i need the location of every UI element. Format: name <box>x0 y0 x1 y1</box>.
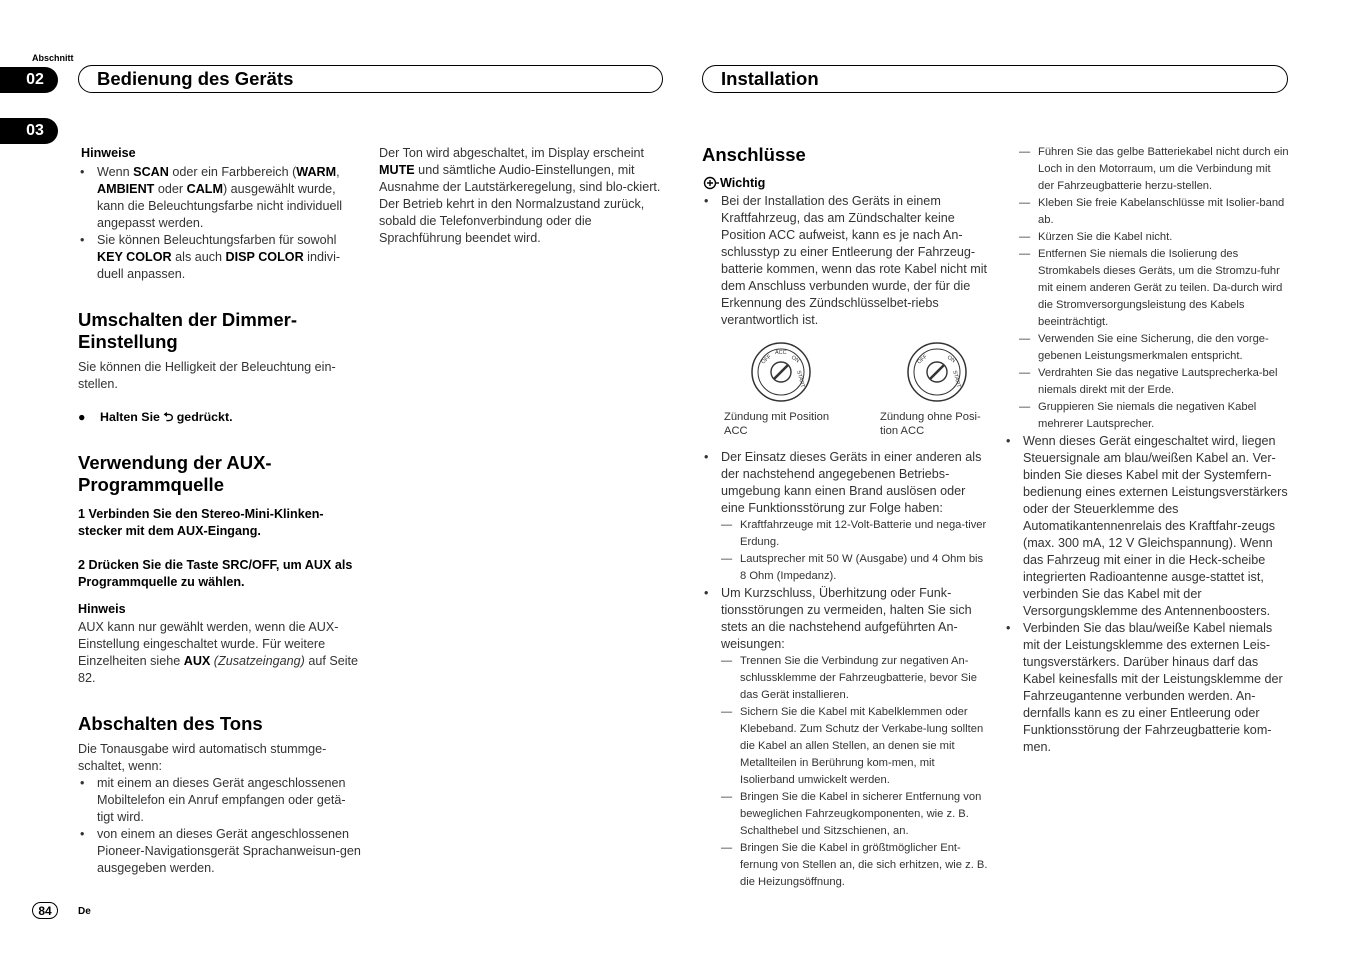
list-item: • Um Kurzschluss, Überhitzung oder Funk-tionsstörungen zu vermeiden, halten Sie sich stets an die nachstehend aufgeführten An-weisungen: — Trennen Sie die Verbindung zur negativen An-schlussklemme der Fahrzeugbatterie, bevor Sie das Gerät installieren. — Sichern Sie die Kabel mit Kabelklemmen oder Klebeband. Zum Schutz der Verkabe-lung sollten die Kabel an allen Stellen, an denen sie mit Metallteilen in Berührung kom-men, mit Isolierband umwickelt werden. — Bringen Sie die Kabel in sicherer Entfernung von beweglichen Fahrzeugkomponenten, wie z. B. Schalthebel und Sitzschienen, an. — Bringen Sie die Kabel in größtmöglicher Ent-fernung von Stellen an, die sich erhitzen, wie z. B. die Heizungsöffnung. <box>702 585 988 891</box>
back-icon: ⮌ <box>163 410 174 424</box>
list-item: — Lautsprecher mit 50 W (Ausgabe) und 4 Ohm bis 8 Ohm (Impedanz). <box>721 551 988 585</box>
section-tab-03[interactable]: 03 <box>0 118 58 144</box>
hinweis-text: AUX kann nur gewählt werden, wenn die AUX-Einstellung eingeschaltet wurde. Für weitere Einzelheiten siehe AUX (Zusatzeingang) auf Seite 82. <box>78 620 359 685</box>
list-item: — Kleben Sie freie Kabelanschlüsse mit Isolier-band ab. <box>1019 195 1289 229</box>
column-4-list <box>1004 433 1289 756</box>
mute-text: Die Tonausgabe wird automatisch stummge-schaltet, wenn: <box>78 742 327 773</box>
list-item: • Sie können Beleuchtungsfarben für sowohl KEY COLOR als auch DISP COLOR indivi-duell anpassen. <box>78 232 362 283</box>
key2-caption: Zündung ohne Posi-tion ACC <box>880 411 981 437</box>
bullet-icon: ● <box>78 410 86 424</box>
ignition-no-acc <box>880 341 988 438</box>
dimmer-text: Sie können die Helligkeit der Beleuchtung ein-stellen. <box>78 360 336 391</box>
list-item: • von einem an dieses Gerät angeschlossenen Pioneer-Navigationsgerät Sprachanweisun-gen ausgegeben werden. <box>78 826 362 877</box>
list-item: — Kraftfahrzeuge mit 12-Volt-Batterie und nega-tiver Erdung. <box>721 517 988 551</box>
on-label: ON <box>945 354 957 365</box>
list-item: • Wenn dieses Gerät eingeschaltet wird, liegen Steuersignale am blau/weißen Kabel an. Ver-binden Sie dieses Kabel mit der Systemfern-bedienung eines externen Leistungsverstärkers oder der Steuerklemme des Automatikantennenrelais des Kraftfahr-zeugs (max. 300 mA, 12 V Gleichspannung). Wenn das Fahrzeug mit einer in die Heck-scheibe integrierten Radioantenne ausge-stattet ist, verbinden Sie das Kabel mit der Versorgungsklemme des Antennenboosters. <box>1004 433 1289 620</box>
dimmer-title: Umschalten der Dimmer-Einstellung <box>78 309 297 352</box>
dimmer-step: ● Halten Sie ⮌ gedrückt. <box>78 410 233 424</box>
list-item: — Verwenden Sie eine Sicherung, die den vorge-gebenen Leistungsmerkmalen entspricht. <box>1019 331 1289 365</box>
column-2 <box>379 145 663 247</box>
list-item: • Wenn SCAN oder ein Farbbereich (WARM, AMBIENT oder CALM) ausgewählt wurde, kann die Beleuchtungsfarbe nicht individuell angepasst werden. <box>78 164 362 232</box>
key1-caption: Zündung mit Position ACC <box>724 411 830 437</box>
start-label: START <box>951 369 962 389</box>
column-4 <box>1023 144 1289 756</box>
off-label: OFF <box>760 353 773 366</box>
language-label: De <box>78 906 91 917</box>
aux-step-2: 2 Drücken Sie die Taste SRC/OFF, um AUX als Programmquelle zu wählen. <box>78 558 353 589</box>
list-item: — Entfernen Sie niemals die Isolierung des Stromkabels dieses Geräts, um die Stromzu-fuhr mit einem anderen Gerät zu teilen. Da-durch wird die Stromversorgungsleistung des Kabels beeinträchtigt. <box>1019 246 1289 331</box>
list-item: — Bringen Sie die Kabel in sicherer Entfernung von beweglichen Fahrzeugkomponenten, wie z. B. Schalthebel und Sitzschienen, an. <box>721 789 988 840</box>
section-label: Abschnitt <box>32 53 74 63</box>
hinweise-list <box>78 164 362 283</box>
section-tab-02[interactable]: 02 <box>0 67 58 93</box>
aux-title: Verwendung der AUX-Programmquelle <box>78 452 272 495</box>
wrench-icon <box>702 176 720 190</box>
off-label: OFF <box>916 353 929 366</box>
mute-continuation: Der Ton wird abgeschaltet, im Display erscheint MUTE und sämtliche Audio-Einstellungen, mit Ausnahme der Lautstärkeregelung, sind blo-ckiert. Der Betrieb kehrt in den Normalzustand zurück, sobald die Telefonverbindung oder die Sprachführung beendet wird. <box>379 146 661 245</box>
mute-list <box>78 775 362 877</box>
list-item: • Verbinden Sie das blau/weiße Kabel niemals mit der Leistungsklemme des externen Leis-tungsverstärkers. Darüber hinaus darf das Kabel keinesfalls mit der Leistungsklemme der Fahrzeugantenne verbunden werden. An-dernfalls kann es zu einer Entleerung oder Funktionsstörung der Fahrzeugbatterie kom-men. <box>1004 620 1289 756</box>
acc-label: ACC <box>775 350 787 356</box>
dash-list <box>1019 144 1289 433</box>
list-item: — Gruppieren Sie niemals die negativen Kabel mehrerer Lautsprecher. <box>1019 399 1289 433</box>
anschluesse-title: Anschlüsse <box>702 144 806 165</box>
hinweis-title: Hinweis <box>78 602 126 616</box>
anschluesse-list-1 <box>702 193 988 329</box>
list-item: • mit einem an dieses Gerät angeschlossenen Mobiltelefon ein Anruf empfangen oder getä-tigt wird. <box>78 775 362 826</box>
list-item: • Bei der Installation des Geräts in einem Kraftfahrzeug, das am Zündschalter keine Position ACC aufweist, kann es je nach An-schlusstyp zu einer Entleerung der Fahrzeug-batterie kommen, wenn das rote Kabel nicht mit dem Anschluss verbunden wurde, der für die Erkennung des Zündschlüsselbet-riebs verantwortlich ist. <box>702 193 988 329</box>
column-1 <box>78 145 362 877</box>
hinweise-title: Hinweise <box>81 146 136 160</box>
list-item: • Der Einsatz dieses Geräts in einer anderen als der nachstehend angegebenen Betriebs-umgebung kann einen Brand auslösen oder eine Funktionsstörung zur Folge haben: — Kraftfahrzeuge mit 12-Volt-Batterie und nega-tiver Erdung. — Lautsprecher mit 50 W (Ausgabe) und 4 Ohm bis 8 Ohm (Impedanz). <box>702 449 988 585</box>
anschluesse-list-2 <box>702 449 988 891</box>
list-item: — Führen Sie das gelbe Batteriekabel nicht durch ein Loch in den Motorraum, um die Verbindung mit der Fahrzeugbatterie herzu-stellen. <box>1019 144 1289 195</box>
on-label: ON <box>789 354 801 365</box>
right-page-header: Installation <box>702 65 1288 93</box>
mute-title: Abschalten des Tons <box>78 713 263 734</box>
aux-step-1: 1 Verbinden Sie den Stereo-Mini-Klinken-stecker mit dem AUX-Eingang. <box>78 507 324 538</box>
dash-list <box>721 517 988 585</box>
list-item: — Trennen Sie die Verbindung zur negativen An-schlussklemme der Fahrzeugbatterie, bevor Sie das Gerät installieren. <box>721 653 988 704</box>
list-item: — Bringen Sie die Kabel in größtmöglicher Ent-fernung von Stellen an, die sich erhitzen, wie z. B. die Heizungsöffnung. <box>721 840 988 891</box>
ignition-switch-acc-icon <box>750 341 812 403</box>
left-page-header: Bedienung des Geräts <box>78 65 663 93</box>
wichtig-label: Wichtig <box>702 175 988 192</box>
list-item: — Kürzen Sie die Kabel nicht. <box>1019 229 1289 246</box>
dash-list <box>721 653 988 891</box>
ignition-diagram <box>724 341 988 438</box>
page-number: 84 <box>32 902 58 919</box>
ignition-acc <box>724 341 832 438</box>
list-item: — Verdrahten Sie das negative Lautsprecherka-bel niemals direkt mit der Erde. <box>1019 365 1289 399</box>
list-item: — Sichern Sie die Kabel mit Kabelklemmen oder Klebeband. Zum Schutz der Verkabe-lung sollten die Kabel an allen Stellen, an denen sie mit Metallteilen in Berührung kom-men, mit Isolierband umwickelt werden. <box>721 704 988 789</box>
column-3 <box>702 144 988 891</box>
start-label: START <box>795 369 806 389</box>
ignition-switch-no-acc-icon <box>906 341 968 403</box>
